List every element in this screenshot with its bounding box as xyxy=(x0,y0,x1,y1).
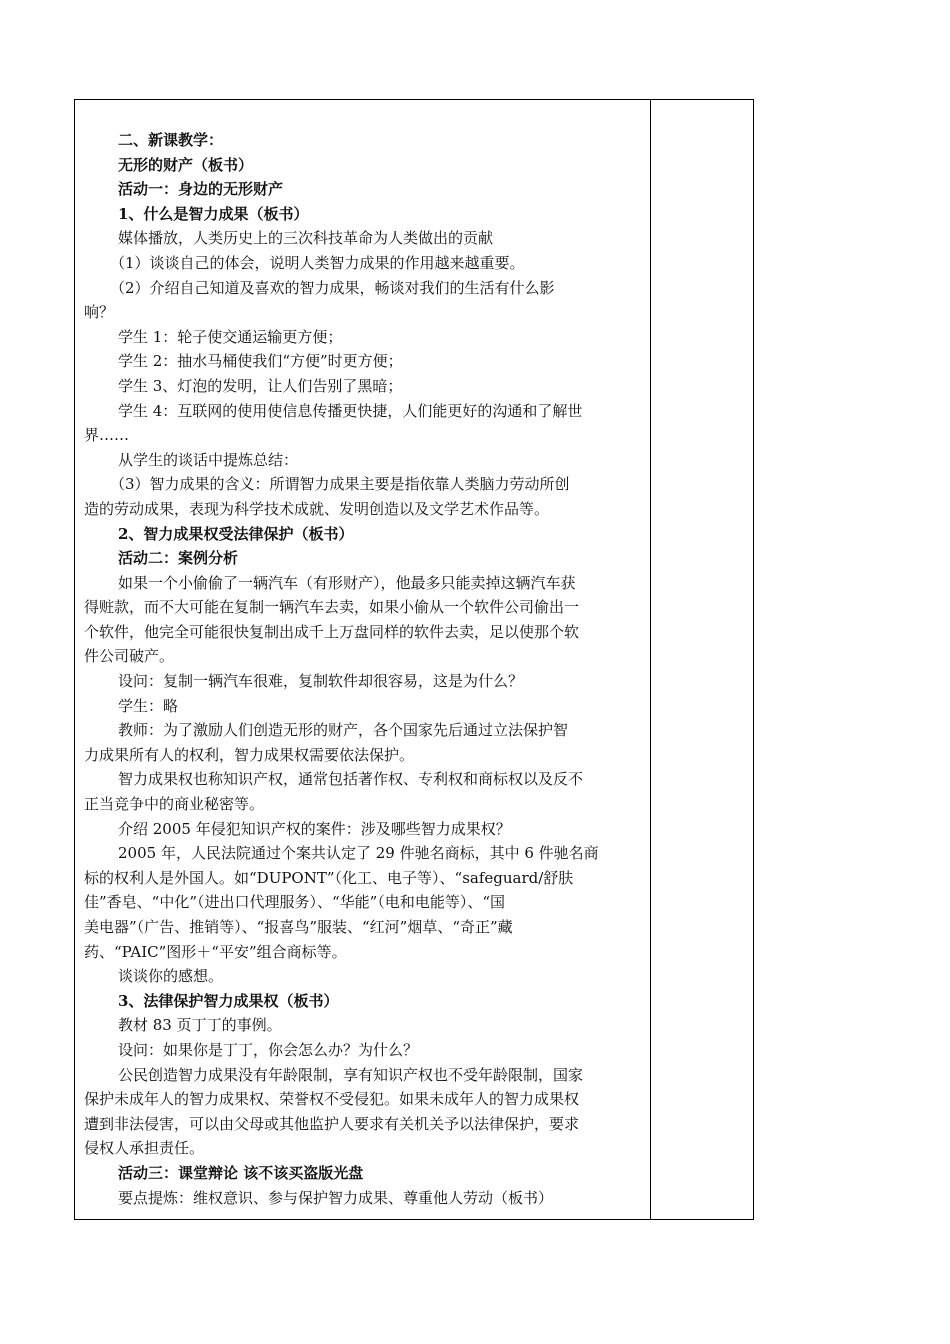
text-line: 造的劳动成果，表现为科学技术成就、发明创造以及文学艺术作品等。 xyxy=(84,499,550,518)
text-line: 力成果所有人的权利，智力成果权需要依法保护。 xyxy=(84,745,415,764)
text-line: 谈谈你的感想。 xyxy=(118,967,224,986)
activity-heading: 活动三：课堂辩论 该不该买盗版光盘 xyxy=(118,1163,364,1182)
text-line: 得赃款，而不大可能在复制一辆汽车去卖，如果小偷从一个软件公司偷出一 xyxy=(84,598,580,617)
text-line: 保护未成年人的智力成果权、荣誉权不受侵犯。如果未成年人的智力成果权 xyxy=(84,1090,580,1109)
text-line: （1）谈谈自己的体会，说明人类智力成果的作用越来越重要。 xyxy=(110,253,525,272)
text-line: 从学生的谈话中提炼总结： xyxy=(118,450,299,469)
text-line: 响？ xyxy=(84,303,115,322)
text-line: 智力成果权也称知识产权，通常包括著作权、专利权和商标权以及反不 xyxy=(118,770,584,789)
text-line: 件公司破产。 xyxy=(84,647,175,666)
text-line: 佳”香皂、“中化”（进出口代理服务）、“华能”（电和电能等）、“国 xyxy=(84,893,506,912)
text-line: 美电器”（广告、推销等）、“报喜鸟”服装、“红河”烟草、“奇正”藏 xyxy=(84,918,513,936)
text-line: 教材 83 页丁丁的事例。 xyxy=(118,1016,282,1035)
text-line: 侵权人承担责任。 xyxy=(84,1139,205,1158)
text-line: 药、“PAIC”图形＋“平安”组合商标等。 xyxy=(84,942,347,961)
activity-heading: 活动一：身边的无形财产 xyxy=(118,180,284,199)
activity-heading: 活动二：案例分析 xyxy=(118,549,239,568)
text-line: 学生：略 xyxy=(118,696,179,715)
subheading: 1、什么是智力成果（板书） xyxy=(118,204,309,223)
text-line: 学生 3、灯泡的发明，让人们告别了黑暗； xyxy=(118,376,403,395)
text-line: 学生 1：轮子使交通运输更方便； xyxy=(118,327,343,346)
board-title: 无形的财产（板书） xyxy=(118,155,254,174)
text-line: 如果一个小偷偷了一辆汽车（有形财产），他最多只能卖掉这辆汽车获 xyxy=(118,573,576,592)
text-line: 标的权利人是外国人。如“DUPONT”（化工、电子等）、“safeguard/舒肤 xyxy=(84,868,574,887)
text-line: 2005 年，人民法院通过个案共认定了 29 件驰名商标，其中 6 件驰名商 xyxy=(118,844,599,863)
table-column-divider xyxy=(650,99,651,1220)
subheading: 2、智力成果权受法律保护（板书） xyxy=(118,524,354,543)
text-line: 遭到非法侵害，可以由父母或其他监护人要求有关机关予以法律保护，要求 xyxy=(84,1114,580,1133)
text-line: 设问：复制一辆汽车很难，复制软件却很容易，这是为什么？ xyxy=(118,672,524,691)
lesson-content xyxy=(84,128,642,1210)
text-line: 学生 4：互联网的使用使信息传播更快捷，人们能更好的沟通和了解世 xyxy=(118,401,583,420)
text-line: 正当竞争中的商业秘密等。 xyxy=(84,795,265,814)
text-line: （2）介绍自己知道及喜欢的智力成果，畅谈对我们的生活有什么影 xyxy=(110,278,555,297)
text-line: 公民创造智力成果没有年龄限制，享有知识产权也不受年龄限制，国家 xyxy=(118,1065,584,1084)
section-heading: 二、新课教学： xyxy=(118,131,224,149)
subheading: 3、法律保护智力成果权（板书） xyxy=(118,991,339,1010)
text-line: 学生 2：抽水马桶使我们“方便”时更方便； xyxy=(118,352,403,371)
text-line: 要点提炼：维权意识、参与保护智力成果、尊重他人劳动（板书） xyxy=(118,1188,554,1207)
text-line: 教师：为了激励人们创造无形的财产，各个国家先后通过立法保护智 xyxy=(118,721,569,740)
text-line: 界…… xyxy=(84,426,130,445)
text-line: （3）智力成果的含义：所谓智力成果主要是指依靠人类脑力劳动所创 xyxy=(110,475,570,494)
text-line: 介绍 2005 年侵犯知识产权的案件：涉及哪些智力成果权？ xyxy=(118,819,511,838)
text-line: 设问：如果你是丁丁，你会怎么办？为什么？ xyxy=(118,1040,419,1059)
text-line: 个软件，他完全可能很快复制出成千上万盘同样的软件去卖，足以使那个软 xyxy=(84,622,580,641)
text-line: 媒体播放，人类历史上的三次科技革命为人类做出的贡献 xyxy=(118,229,494,248)
